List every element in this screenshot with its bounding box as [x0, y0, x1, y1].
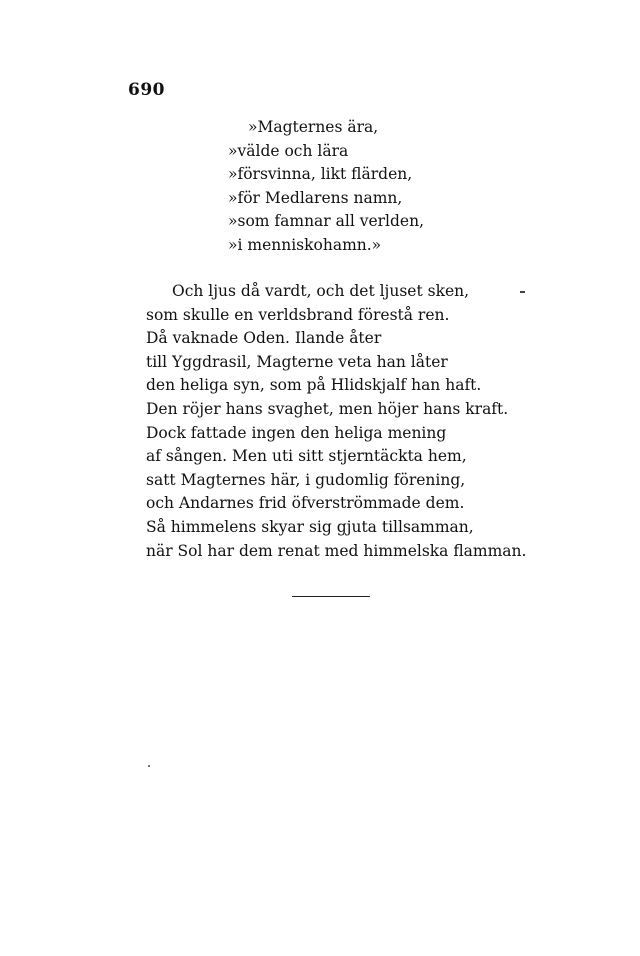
verse-line: Så himmelens skyar sig gjuta tillsamman, — [146, 517, 474, 536]
verse-block — [146, 280, 526, 563]
verse-line: Dock fattade ingen den heliga mening — [146, 423, 447, 442]
stanza-line: »för Medlarens namn, — [228, 188, 403, 207]
verse-line: satt Magternes här, i gudomlig förening, — [146, 470, 466, 489]
stanza-line: »välde och lära — [228, 141, 349, 160]
verse-line: Då vaknade Oden. Ilande åter — [146, 329, 382, 348]
print-speck — [520, 291, 525, 293]
stanza-line: »försvinna, likt flärden, — [228, 165, 413, 184]
verse-line: Och ljus då vardt, och det ljuset sken, — [172, 282, 470, 300]
verse-line: till Yggdrasil, Magterne veta han låter — [146, 352, 448, 371]
verse-line: Den röjer hans svaghet, men höjer hans kraft. — [146, 399, 509, 418]
print-speck — [148, 765, 150, 767]
verse-line: när Sol har dem renat med himmelska flamman. — [146, 541, 527, 560]
verse-line: af sången. Men uti sitt stjerntäckta hem, — [146, 447, 467, 466]
section-end-rule — [292, 596, 370, 597]
verse-line: som skulle en verldsbrand förestå ren. — [146, 305, 450, 324]
verse-line: och Andarnes frid öfverströmmade dem. — [146, 494, 465, 513]
stanza-line: »Magternes ära, — [248, 118, 379, 136]
verse-line: den heliga syn, som på Hlidskjalf han haft. — [146, 376, 482, 395]
stanza-line: »i menniskohamn.» — [228, 235, 382, 254]
quoted-stanza — [228, 116, 424, 258]
stanza-line: »som famnar all verlden, — [228, 212, 425, 231]
page-number: 690 — [128, 80, 165, 100]
